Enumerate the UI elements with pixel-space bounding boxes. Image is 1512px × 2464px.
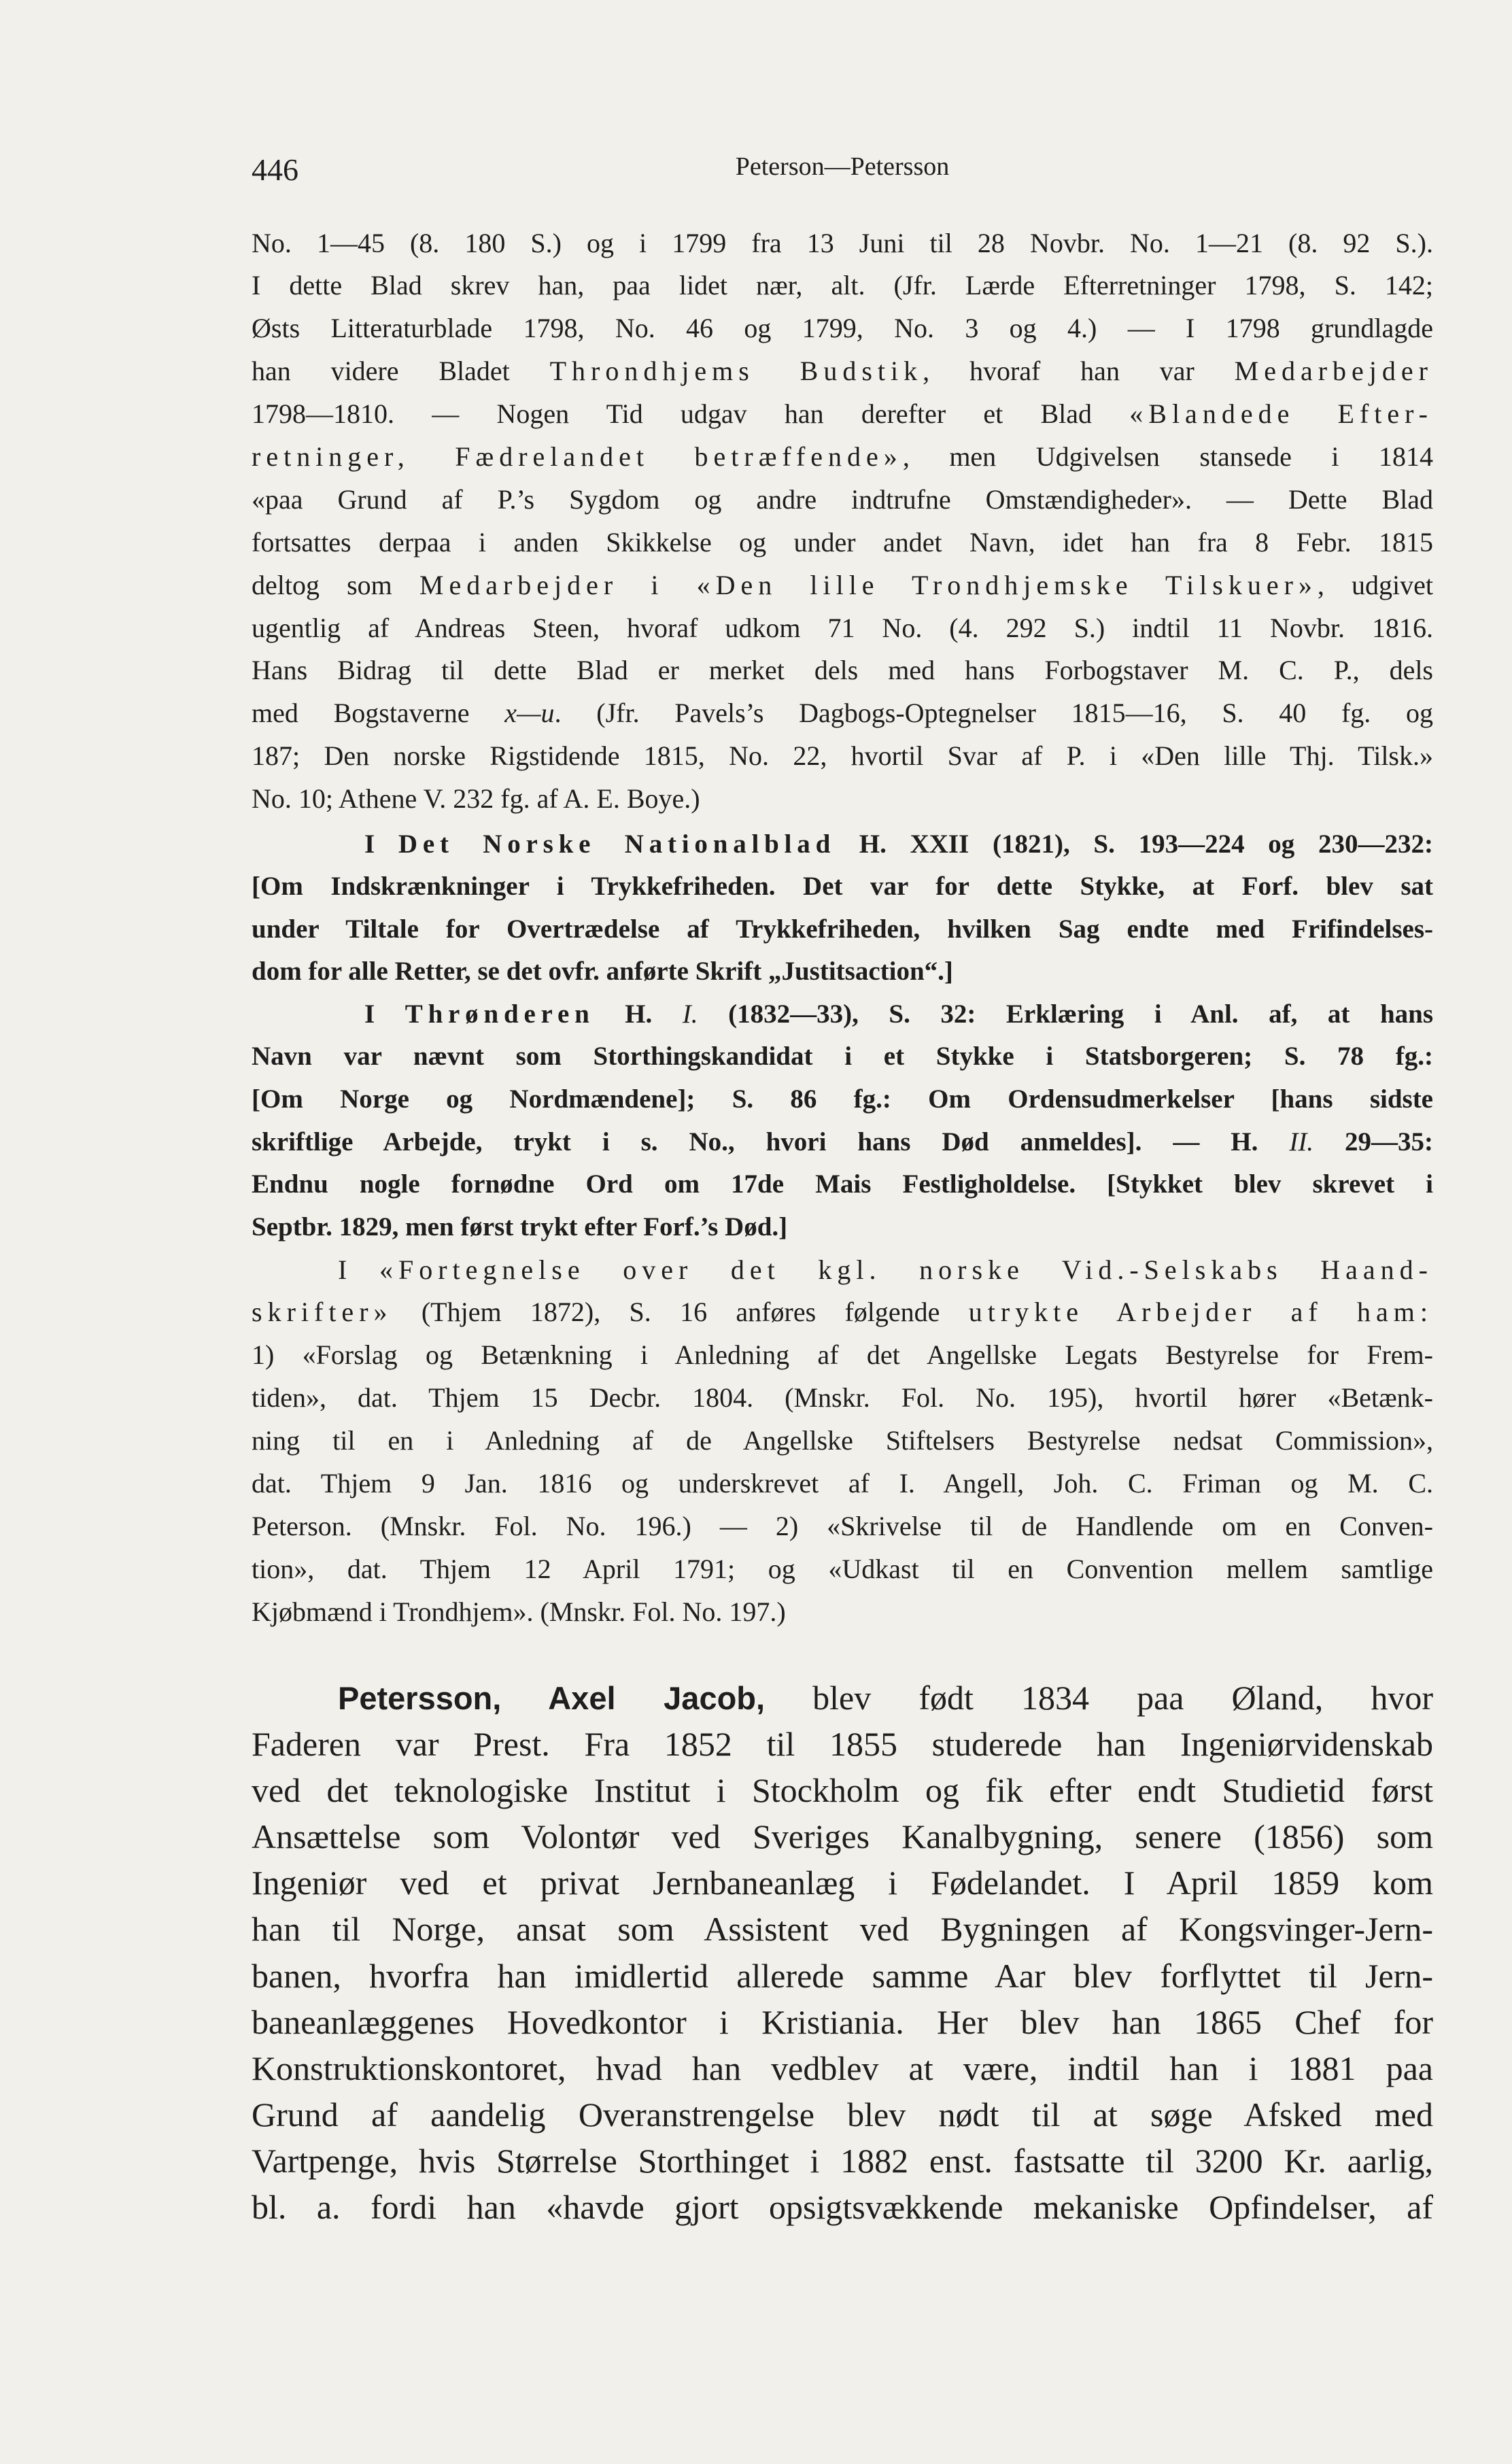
italic-siglum: II. — [1289, 1127, 1314, 1157]
line-text: ved det teknologiske Institut i Stockholm og fik efter endt Studietid først — [252, 1771, 1433, 1810]
line-text: I — [364, 829, 398, 859]
line-text: med Bogstaverne — [252, 698, 505, 729]
spaced-title: Medarbejder i «Den lille Trondhjemske Tilskuer» — [419, 569, 1318, 600]
text-line — [252, 307, 1433, 350]
text-line — [252, 1249, 1433, 1292]
text-line — [252, 1999, 1433, 2045]
text-line — [252, 1721, 1433, 1767]
text-line — [252, 1591, 1433, 1634]
text-line — [252, 1953, 1433, 1999]
line-text: 29—35: — [1313, 1127, 1433, 1157]
line-text: Kjøbmænd i Trondhjem». (Mnskr. Fol. No. 197.) — [252, 1596, 786, 1627]
text-line — [252, 1675, 1433, 1721]
line-text: Septbr. 1829, men først trykt efter Forf.’s Død.] — [252, 1212, 788, 1242]
text-line — [252, 951, 1433, 993]
line-text: Konstruktionskontoret, hvad han vedblev at være, indtil han i 1881 paa — [252, 2049, 1433, 2087]
italic-siglum: x—u — [504, 698, 555, 729]
line-text: Ansættelse som Volontør ved Sveriges Kanalbygning, senere (1856) som — [252, 1817, 1433, 1856]
text-line — [252, 1377, 1433, 1420]
line-text: han til Norge, ansat som Assistent ved Bygningen af Kongsvinger-Jern- — [252, 1910, 1433, 1949]
line-text: «paa Grund af P.’s Sygdom og andre indtrufne Omstændigheder». — Dette Blad — [252, 483, 1433, 515]
line-text: Vartpenge, hvis Størrelse Storthinget i 1882 enst. fastsatte til 3200 Kr. aarlig, — [252, 2141, 1433, 2180]
line-text: I — [364, 999, 405, 1029]
line-text: dom for alle Retter, se det ovfr. anførte Skrift „Justitsaction“.] — [252, 957, 953, 987]
paragraph-works-fraktur — [252, 823, 1433, 1249]
line-text: I dette Blad skrev han, paa lidet nær, alt. (Jfr. Lærde Efterretninger 1798, S. 142; — [252, 270, 1433, 301]
line-text: tion», dat. Thjem 12 April 1791; og «Udkast til en Convention mellem samtlige — [252, 1553, 1433, 1584]
text-line — [252, 1906, 1433, 1952]
spaced-title: Throndhjems Budstik — [549, 356, 923, 387]
line-text: Østs Litteraturblade 1798, No. 46 og 1799, No. 3 og 4.) — I 1798 grundlagde — [252, 313, 1433, 344]
spaced-title: Medarbejder — [1234, 356, 1433, 387]
text-line — [252, 778, 1433, 821]
line-text: Ingeniør ved et privat Jernbaneanlæg i Fødelandet. I April 1859 kom — [252, 1864, 1433, 1902]
paragraph-manuscripts — [252, 1249, 1433, 1634]
text-line — [252, 993, 1433, 1036]
line-text: . (Jfr. Pavels’s Dagbogs-Optegnelser 1815—16, S. 40 fg. og — [554, 698, 1433, 729]
line-text: 1798—1810. — Nogen Tid udgav han derefter et Blad — [252, 398, 1130, 430]
text-line — [252, 564, 1433, 607]
line-text: Grund af aandelig Overanstrengelse blev nødt til at søge Afsked med — [252, 2095, 1433, 2134]
text-line — [252, 1505, 1433, 1548]
line-text: han videre Bladet — [252, 356, 550, 387]
line-text: Navn var nævnt som Storthingskandidat i et Stykke i Statsborgeren; S. 78 fg.: — [252, 1042, 1433, 1072]
text-line — [252, 823, 1433, 866]
paragraph-periodicals — [252, 222, 1433, 821]
text-line — [252, 1036, 1433, 1078]
line-text: I — [338, 1254, 379, 1285]
line-text: (Thjem 1872), S. 16 anføres følgende — [392, 1297, 969, 1328]
line-text: , udgivet — [1317, 569, 1433, 600]
line-text: [Om Indskrænkninger i Trykkefriheden. Det var for dette Stykke, at Forf. blev sat — [252, 872, 1433, 902]
text-line — [252, 735, 1433, 778]
text-line — [252, 1860, 1433, 1906]
line-text: Hans Bidrag til dette Blad er merket dels med hans Forbogstaver M. C. P., dels — [252, 655, 1433, 686]
line-text: ning til en i Anledning af de Angellske Stiftelsers Bestyrelse nedsat Commission», — [252, 1425, 1433, 1456]
spaced-title: «Blandede Efter- — [1129, 398, 1433, 430]
text-line — [252, 393, 1433, 436]
entry-petersson-axel-jacob — [252, 1675, 1433, 2230]
text-line — [252, 2045, 1433, 2091]
line-text: 1) «Forslag og Betænkning i Anledning af det Angellske Legats Bestyrelse for Frem- — [252, 1339, 1433, 1371]
text-line — [252, 908, 1433, 951]
line-text: H. XXII (1821), S. 193—224 og 230—232: — [836, 829, 1433, 859]
spaced-title: Thrønderen — [405, 999, 595, 1029]
line-text: 187; Den norske Rigstidende 1815, No. 22, hvortil Svar af P. i «Den lille Thj. Tilsk.» — [252, 740, 1433, 772]
text-line — [252, 1813, 1433, 1860]
running-head: Peterson—Petersson — [735, 152, 950, 181]
text-line — [252, 866, 1433, 908]
line-text: blev født 1834 paa Øland, hvor — [765, 1679, 1433, 1717]
text-line — [252, 1767, 1433, 1813]
line-text: deltog som — [252, 569, 419, 600]
line-text: banen, hvorfra han imidlertid allerede samme Aar blev forflyttet til Jern- — [252, 1956, 1433, 1995]
text-line — [252, 1206, 1433, 1249]
line-text: under Tiltale for Overtrædelse af Trykkefriheden, hvilken Sag endte med Frifindelses- — [252, 914, 1433, 944]
line-text: No. 10; Athene V. 232 fg. af A. E. Boye.) — [252, 783, 700, 815]
line-text: tiden», dat. Thjem 15 Decbr. 1804. (Mnskr. Fol. No. 195), hvortil hører «Betænk- — [252, 1382, 1433, 1414]
italic-siglum: I. — [682, 999, 698, 1029]
line-text: dat. Thjem 9 Jan. 1816 og underskrevet af I. Angell, Joh. C. Friman og M. C. — [252, 1467, 1433, 1499]
line-text: Endnu nogle fornødne Ord om 17de Mais Festligholdelse. [Stykket blev skrevet i — [252, 1169, 1433, 1199]
line-text: (1832—33), S. 32: Erklæring i Anl. af, at hans — [698, 999, 1433, 1029]
line-text: bl. a. fordi han «havde gjort opsigtsvækkende mekaniske Opfindelser, af — [252, 2188, 1433, 2227]
text-line — [252, 692, 1433, 735]
spaced-title: retninger, Fædrelandet betræffende» — [252, 441, 903, 472]
line-text: No. 1—45 (8. 180 S.) og i 1799 fra 13 Juni til 28 Novbr. No. 1—21 (8. 92 S.). — [252, 227, 1433, 258]
spaced-title: «Fortegnelse over det kgl. norske Vid.-Selskabs Haand- — [379, 1254, 1433, 1285]
line-text: , hvoraf han var — [923, 356, 1235, 387]
line-text: skriftlige Arbejde, trykt i s. No., hvori hans Død anmeldes]. — H. — [252, 1127, 1290, 1157]
text-line — [252, 2184, 1433, 2230]
line-text: [Om Norge og Nordmændene]; S. 86 fg.: Om Ordensudmerkelser [hans sidste — [252, 1084, 1433, 1114]
text-line — [252, 479, 1433, 521]
text-line — [252, 521, 1433, 564]
line-text: H. — [594, 999, 683, 1029]
text-line — [252, 1548, 1433, 1591]
line-text: , men Udgivelsen stansede i 1814 — [902, 441, 1433, 472]
spaced-title: utrykte Arbejder af ham: — [968, 1297, 1433, 1328]
text-line — [252, 2091, 1433, 2138]
text-line — [252, 436, 1433, 479]
text-line — [252, 649, 1433, 692]
page-number: 446 — [252, 152, 298, 187]
line-text: fortsattes derpaa i anden Skikkelse og under andet Navn, idet han fra 8 Febr. 1815 — [252, 526, 1433, 558]
text-line — [252, 1420, 1433, 1462]
line-text: ugentlig af Andreas Steen, hvoraf udkom 71 No. (4. 292 S.) indtil 11 Novbr. 1816. — [252, 612, 1433, 643]
text-line — [252, 264, 1433, 307]
text-line — [252, 222, 1433, 265]
spaced-title: skrifter» — [252, 1297, 393, 1328]
line-text: Faderen var Prest. Fra 1852 til 1855 studerede han Ingeniørvidenskab — [252, 1725, 1433, 1764]
line-text: baneanlæggenes Hovedkontor i Kristiania. Her blev han 1865 Chef for — [252, 2002, 1433, 2041]
entry-headword: Petersson, Axel Jacob, — [338, 1680, 766, 1716]
text-line — [252, 1078, 1433, 1121]
line-text: Peterson. (Mnskr. Fol. No. 196.) — 2) «Skrivelse til de Handlende om en Conven- — [252, 1510, 1433, 1541]
text-line — [252, 1462, 1433, 1505]
text-line — [252, 1291, 1433, 1334]
text-line — [252, 2138, 1433, 2184]
text-line — [252, 1121, 1433, 1164]
text-line — [252, 607, 1433, 650]
text-line — [252, 350, 1433, 393]
text-line — [252, 1334, 1433, 1377]
spaced-title: Det Norske Nationalblad — [398, 829, 836, 859]
text-line — [252, 1163, 1433, 1206]
